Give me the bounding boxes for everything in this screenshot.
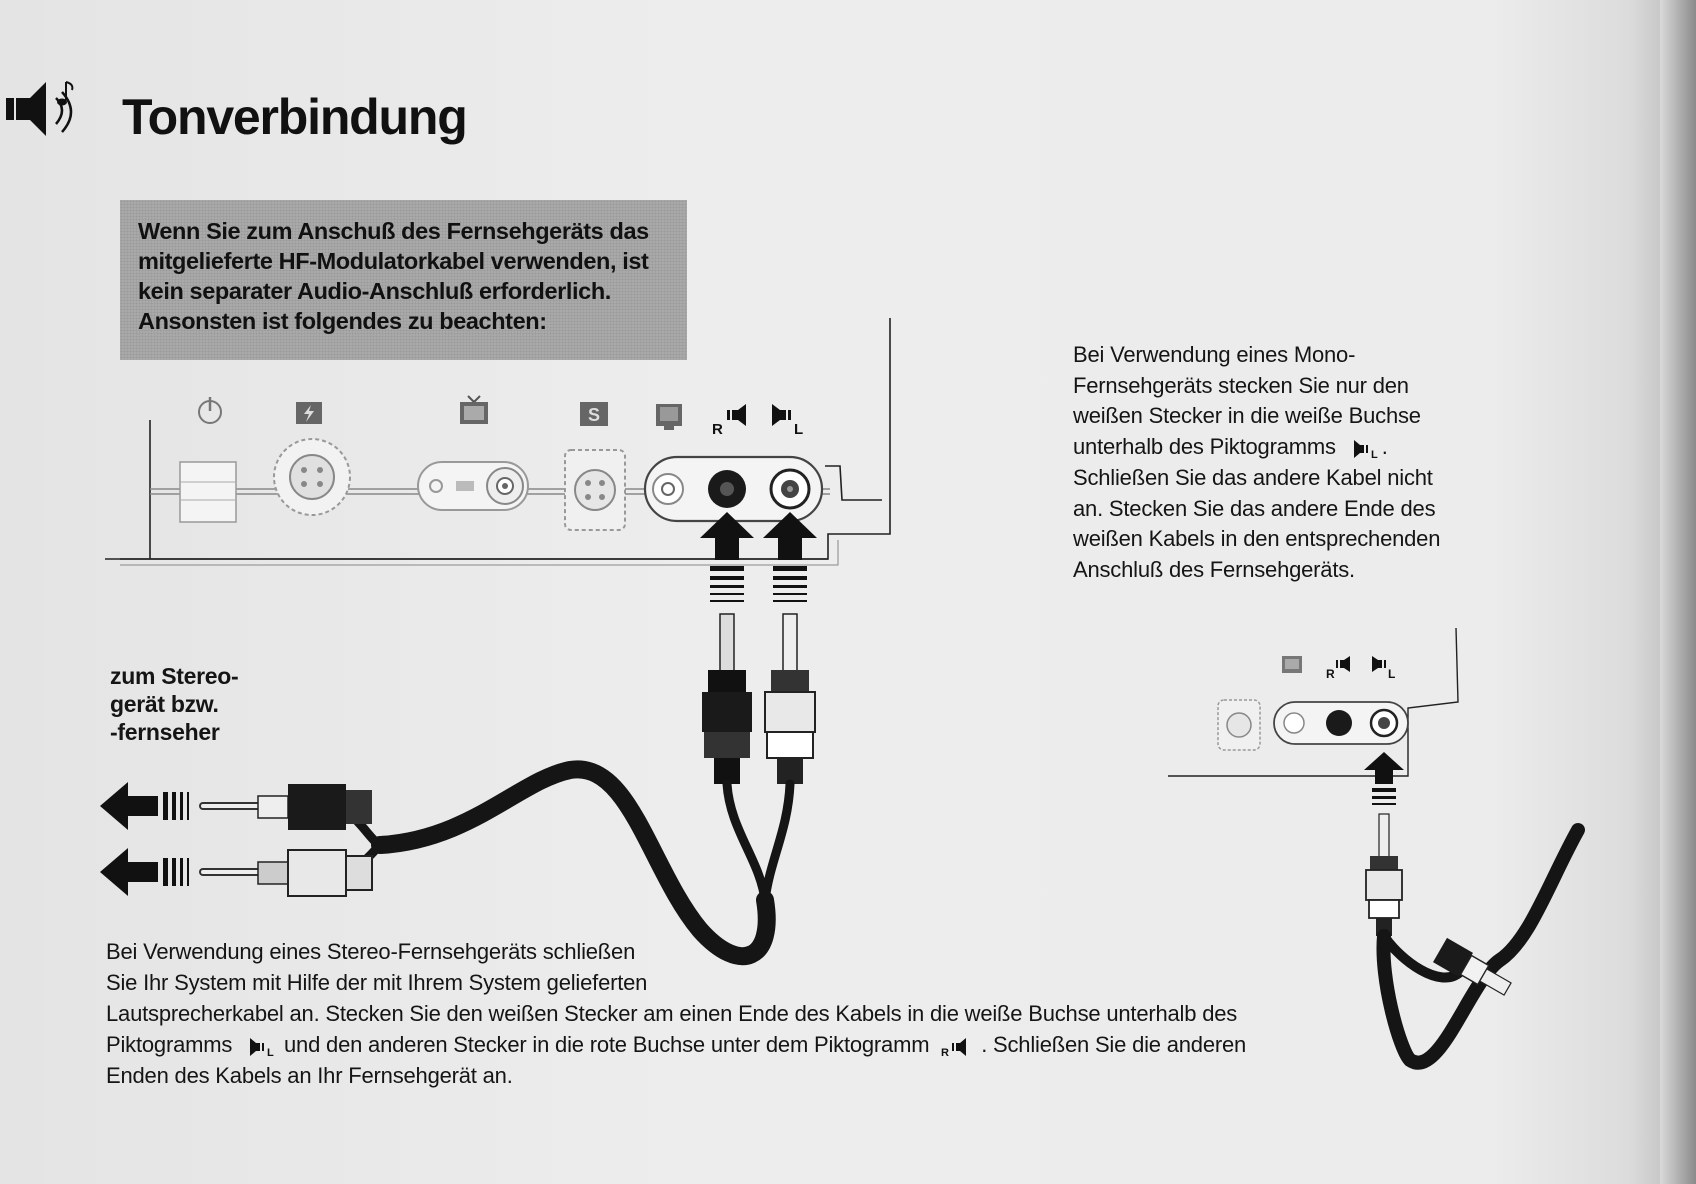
note-line: kein separater Audio-Anschluß erforderlich. bbox=[138, 278, 611, 304]
l-label-inline: L bbox=[267, 1047, 274, 1057]
speaker-left-icon bbox=[772, 404, 803, 438]
stereo-line-with-icons bbox=[106, 1029, 1336, 1060]
rf-output bbox=[418, 462, 528, 510]
stereo-instructions bbox=[106, 936, 1336, 1091]
power-supply-icon bbox=[296, 402, 322, 424]
speaker-left-icon bbox=[238, 1036, 278, 1056]
mono-line: Anschluß des Fernsehgeräts. bbox=[1073, 556, 1355, 582]
stereo-line-part: und den anderen Stecker in die rote Buchse unter dem Piktogramm bbox=[284, 1032, 930, 1057]
page-title: Tonverbindung bbox=[122, 89, 467, 145]
stereo-line-part: Piktogramms bbox=[106, 1032, 233, 1057]
console-panel-outline bbox=[105, 318, 890, 565]
audio-video-jacks bbox=[645, 457, 822, 521]
mono-line: weißen Stecker in die weiße Buchse bbox=[1073, 403, 1421, 429]
note-line: mitgelieferte HF-Modulatorkabel verwenden, ist bbox=[138, 248, 649, 274]
mono-line-with-icon bbox=[1073, 432, 1493, 463]
mono-line: an. Stecken Sie das andere Ende des bbox=[1073, 495, 1436, 521]
r-label-inline: R bbox=[941, 1047, 950, 1057]
mono-line: Schließen Sie das andere Kabel nicht bbox=[1073, 464, 1433, 490]
s-video-icon bbox=[580, 402, 608, 426]
mono-line: weißen Kabels in den entsprechenden bbox=[1073, 526, 1441, 552]
monitor-icon bbox=[656, 404, 682, 430]
mono-period: . bbox=[1381, 434, 1388, 460]
up-arrow bbox=[763, 512, 817, 602]
power-switch bbox=[180, 462, 236, 522]
left-arrow bbox=[100, 848, 189, 896]
tv-icon bbox=[460, 396, 488, 424]
audio-cable bbox=[340, 769, 790, 956]
s-label: S bbox=[587, 405, 601, 425]
mono-instructions bbox=[1073, 340, 1493, 586]
stereo-device-label bbox=[110, 662, 238, 746]
note-line: Ansonsten ist folgendes zu beachten: bbox=[138, 308, 547, 334]
up-arrow-small bbox=[1364, 752, 1404, 805]
rca-plug-white bbox=[765, 614, 815, 784]
rca-plug-horizontal-white bbox=[203, 850, 372, 896]
speaker-left-icon-small bbox=[1372, 656, 1395, 681]
speaker-right-icon bbox=[935, 1036, 975, 1056]
stereo-label-line: gerät bzw. bbox=[110, 691, 219, 717]
stereo-line: Lautsprecherkabel an. Stecken Sie den weißen Stecker am einen Ende des Kabels in die weiße Buchse unterhalb des bbox=[106, 1001, 1238, 1026]
left-arrow bbox=[100, 782, 189, 830]
stereo-label-line: -fernseher bbox=[110, 719, 220, 745]
mono-line: Fernsehgeräts stecken Sie nur den bbox=[1073, 372, 1409, 398]
s-video-jack bbox=[565, 450, 625, 530]
monitor-icon-small bbox=[1282, 656, 1302, 673]
mono-line: Bei Verwendung eines Mono- bbox=[1073, 342, 1356, 367]
l-label-small: L bbox=[1388, 667, 1396, 681]
rca-plug-horizontal-black bbox=[203, 784, 372, 830]
stereo-label-line: zum Stereo- bbox=[110, 663, 239, 689]
stereo-line: Sie Ihr System mit Hilfe der mit Ihrem System gelieferten bbox=[106, 970, 648, 995]
power-icon bbox=[199, 397, 221, 423]
stereo-line: Bei Verwendung eines Stereo-Fernsehgeräts schließen bbox=[106, 939, 636, 964]
l-label-inline: L bbox=[1370, 449, 1378, 459]
l-label: L bbox=[794, 421, 804, 438]
speaker-right-icon-small bbox=[1326, 656, 1350, 681]
speaker-left-icon bbox=[1342, 438, 1382, 458]
rca-plug-mono bbox=[1366, 814, 1402, 936]
r-label: R bbox=[712, 421, 723, 438]
power-jack bbox=[274, 439, 350, 515]
stereo-line: Enden des Kabels an Ihr Fernsehgerät an. bbox=[106, 1063, 513, 1088]
mono-jacks bbox=[1218, 700, 1408, 750]
mono-line: unterhalb des Piktogramms bbox=[1073, 434, 1336, 460]
speaker-right-icon bbox=[712, 404, 746, 438]
note-line: Wenn Sie zum Anschuß des Fernsehgeräts das bbox=[138, 218, 649, 244]
up-arrow bbox=[700, 512, 754, 602]
r-label-small: R bbox=[1326, 667, 1335, 681]
rca-plug-black bbox=[702, 614, 752, 784]
mono-cable bbox=[1383, 830, 1578, 1063]
stereo-line-part: . Schließen Sie die anderen bbox=[981, 1032, 1247, 1057]
